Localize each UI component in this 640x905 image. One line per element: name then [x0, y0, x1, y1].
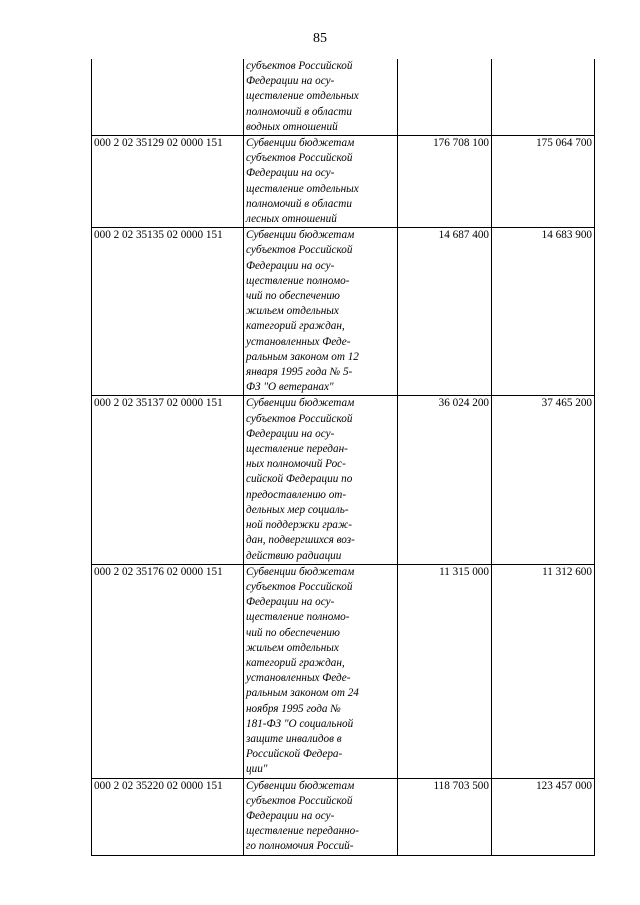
name-line: Федерации на осу- [246, 809, 335, 822]
budget-code-cell: 000 2 02 35176 02 0000 151 [92, 564, 244, 778]
name-line: чий по обеспечению [246, 290, 340, 303]
budget-table [91, 59, 595, 856]
name-line: лесных отношений [246, 213, 337, 226]
name-line: субъектов Российской [246, 60, 353, 72]
name-line: чий по обеспечению [246, 626, 340, 639]
value-cell-1: 14 687 400 [398, 228, 492, 396]
revenue-name-cell [244, 228, 398, 396]
name-line: жильем отдельных [246, 641, 339, 654]
value-cell-2: 175 064 700 [492, 136, 595, 228]
name-line: Федерации на осу- [246, 167, 335, 180]
revenue-name-cell [244, 564, 398, 778]
name-line: установленных Феде- [246, 672, 351, 685]
budget-code-cell [92, 59, 244, 136]
name-line: ральным законом от 12 [246, 350, 359, 363]
value-cell-1 [398, 59, 492, 136]
name-line: января 1995 года № 5- [246, 366, 353, 379]
name-line: ществление полномо- [246, 611, 350, 624]
name-line: ществление полномо- [246, 274, 350, 287]
name-line: субъектов Российской [246, 794, 353, 807]
value-cell-2: 37 465 200 [492, 396, 595, 564]
table-row [92, 778, 595, 855]
budget-code-cell: 000 2 02 35135 02 0000 151 [92, 228, 244, 396]
name-line: ФЗ "О ветеранах" [246, 381, 334, 394]
table-row [92, 396, 595, 564]
name-line: Субвенции бюджетам [246, 137, 355, 150]
name-line: сийской Федерации по [246, 473, 353, 486]
value-cell-1: 36 024 200 [398, 396, 492, 564]
name-line: ществление отдельных [246, 182, 359, 195]
name-line: Федерации на осу- [246, 259, 335, 272]
table-row [92, 228, 595, 396]
name-line: действию радиации [246, 549, 342, 562]
value-cell-1: 11 315 000 [398, 564, 492, 778]
name-line: 181-ФЗ "О социальной [246, 717, 354, 730]
name-line: установленных Феде- [246, 335, 351, 348]
name-line: субъектов Российской [246, 580, 353, 593]
name-line: Федерации на осу- [246, 427, 335, 440]
table-row [92, 564, 595, 778]
name-line: Субвенции бюджетам [246, 229, 355, 242]
name-line: защите инвалидов в [246, 732, 342, 745]
revenue-name-cell [244, 396, 398, 564]
name-line: предоставлению от- [246, 488, 347, 501]
name-line: полномочий в области [246, 105, 352, 118]
budget-code-cell: 000 2 02 35129 02 0000 151 [92, 136, 244, 228]
name-line: категорий граждан, [246, 656, 345, 669]
name-line: ции" [246, 763, 268, 776]
name-line: категорий граждан, [246, 320, 345, 333]
name-line: субъектов Российской [246, 152, 353, 165]
name-line: субъектов Российской [246, 412, 353, 425]
name-line: Субвенции бюджетам [246, 565, 355, 578]
revenue-name-cell [244, 59, 398, 136]
name-line: Федерации на осу- [246, 75, 335, 88]
revenue-name-cell [244, 136, 398, 228]
value-cell-2: 14 683 900 [492, 228, 595, 396]
name-line: Федерации на осу- [246, 596, 335, 609]
name-line: ществление передан- [246, 443, 348, 456]
name-line: дан, подвергшихся воз- [246, 534, 355, 547]
name-line: ной поддержки граж- [246, 519, 353, 532]
name-line: ноября 1995 года № [246, 702, 341, 715]
name-line: дельных мер социаль- [246, 503, 349, 516]
name-line: ральным законом от 24 [246, 687, 359, 700]
budget-code-cell: 000 2 02 35137 02 0000 151 [92, 396, 244, 564]
page-number: 85 [313, 31, 327, 46]
name-line: Субвенции бюджетам [246, 779, 355, 792]
table-row [92, 59, 595, 136]
budget-code-cell: 000 2 02 35220 02 0000 151 [92, 778, 244, 855]
value-cell-2: 11 312 600 [492, 564, 595, 778]
name-line: субъектов Российской [246, 244, 353, 257]
value-cell-1: 176 708 100 [398, 136, 492, 228]
value-cell-2 [492, 59, 595, 136]
value-cell-1: 118 703 500 [398, 778, 492, 855]
name-line: полномочий в области [246, 197, 352, 210]
name-line: ных полномочий Рос- [246, 458, 346, 471]
name-line: Российской Федера- [246, 748, 343, 761]
name-line: Субвенции бюджетам [246, 397, 355, 410]
name-line: жильем отдельных [246, 305, 339, 318]
revenue-name-cell [244, 778, 398, 855]
table-row [92, 136, 595, 228]
value-cell-2: 123 457 000 [492, 778, 595, 855]
name-line: ществление переданно- [246, 825, 359, 838]
name-line: водных отношений [246, 120, 338, 133]
name-line: го полномочия Россий- [246, 840, 354, 853]
name-line: ществление отдельных [246, 90, 359, 103]
